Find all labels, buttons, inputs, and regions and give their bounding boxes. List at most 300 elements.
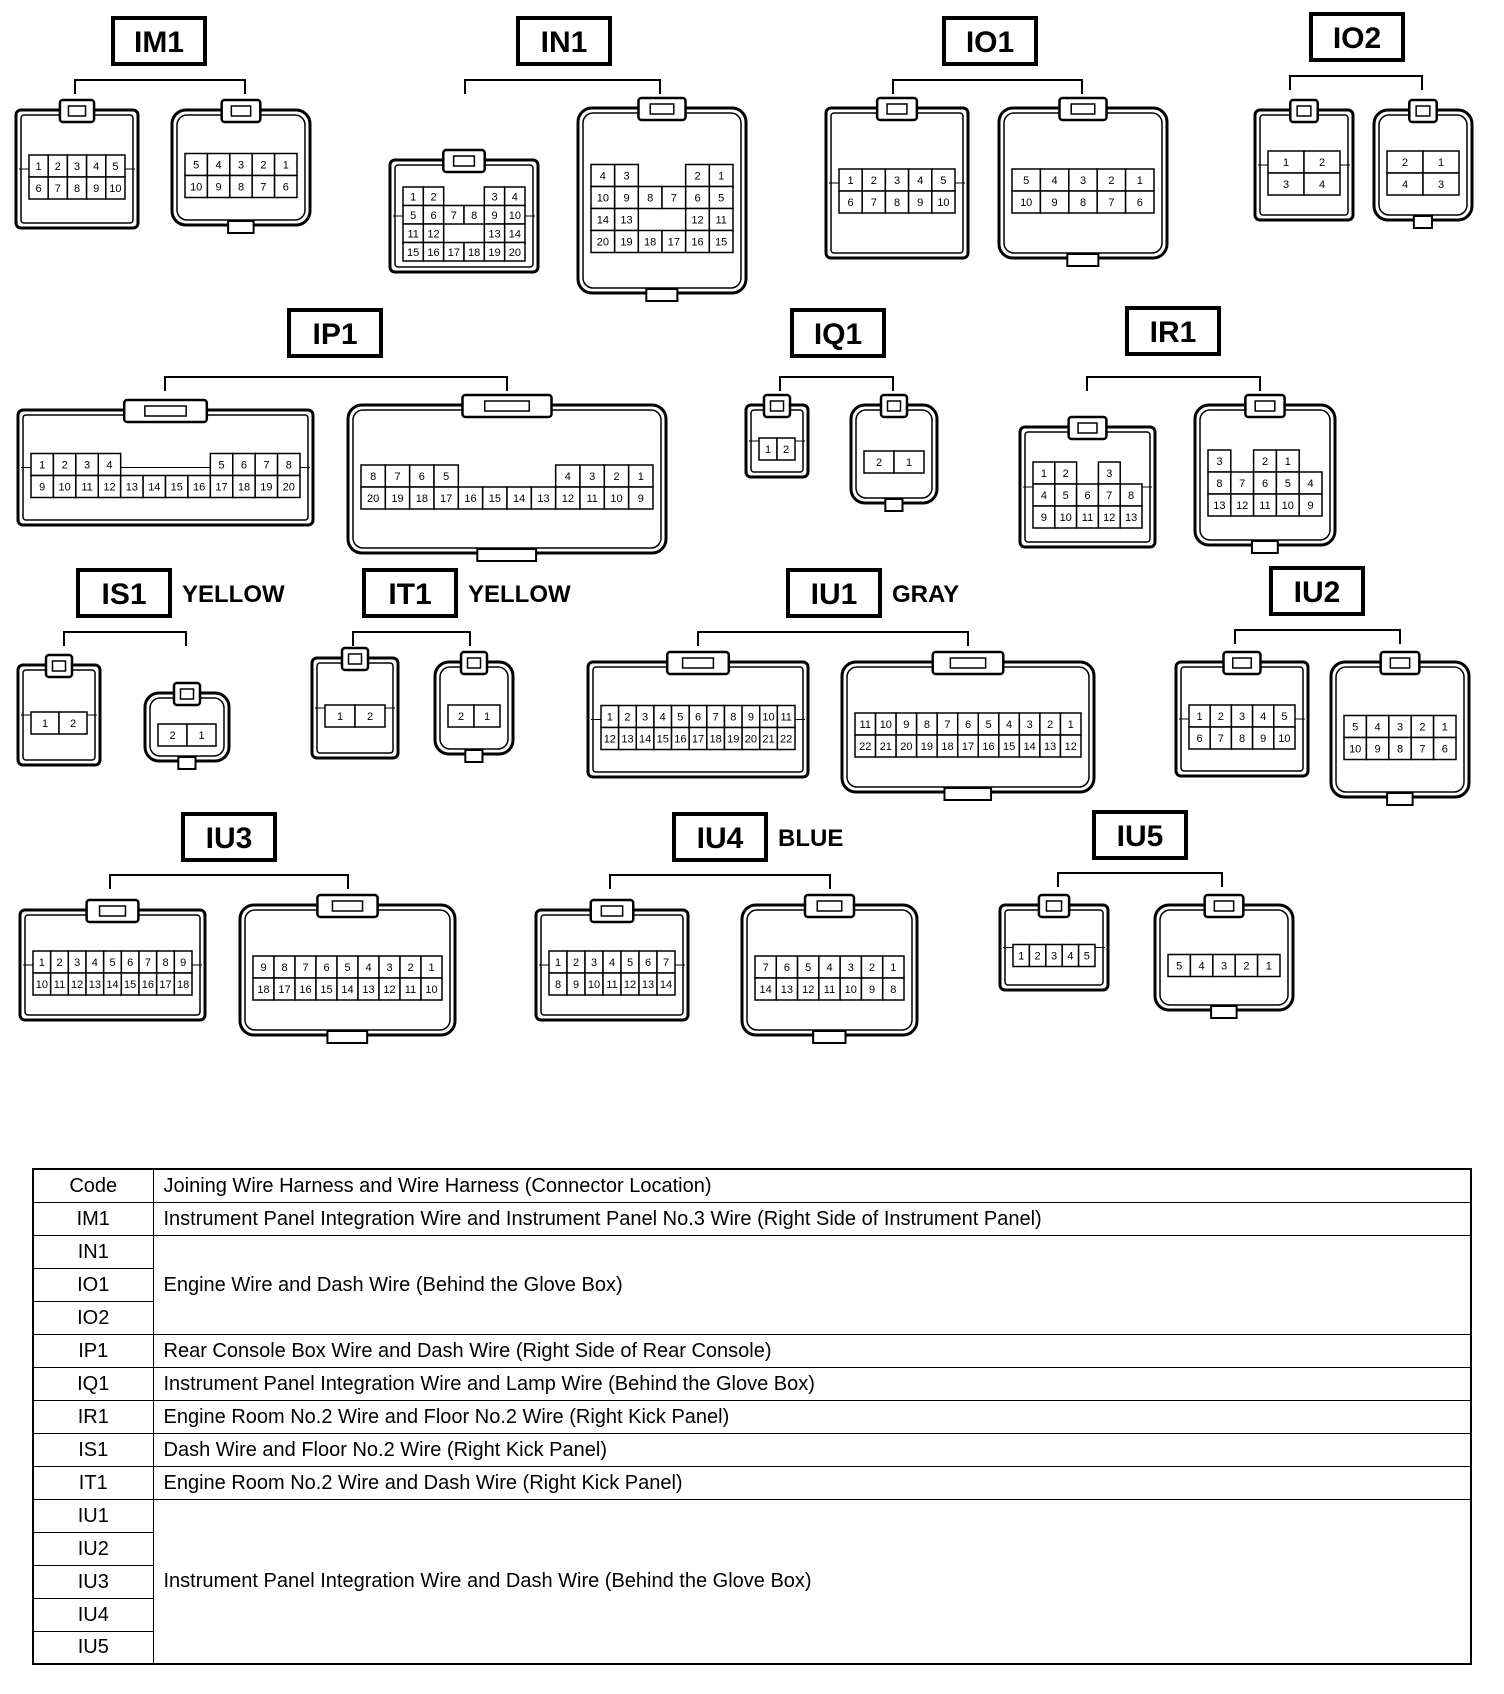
pin-number: 1 [410,191,417,204]
connector-pair-bracket [1235,630,1400,644]
pin-number: 2 [1318,157,1326,169]
pin-number: 5 [1281,711,1288,723]
pin-number: 4 [564,471,571,483]
pin-number: 12 [427,228,440,241]
connector-code: IU3 [205,822,253,855]
pin-number: 1 [554,957,562,969]
pin-number: 5 [805,962,812,974]
pin-number: 4 [1067,950,1074,963]
pin-number: 3 [83,459,91,472]
connector-iu1-male [588,652,808,777]
pin-number: 7 [670,192,677,205]
pin-number: 7 [450,209,457,222]
pin-number: 6 [1084,490,1091,502]
pin-number: 6 [430,209,437,222]
pin-number: 10 [425,984,438,996]
pin-number: 16 [427,246,440,259]
pin-number: 11 [53,979,66,991]
pin-number: 9 [1040,512,1047,524]
pin-number: 8 [1238,733,1246,745]
connector-io1-male [826,98,968,258]
pin-number: 6 [127,957,134,969]
connector-label-iu4 [674,814,843,860]
pin-number: 10 [762,711,775,724]
connector-iu3-male [20,900,205,1020]
pin-number: 12 [802,984,815,996]
pin-number: 11 [823,984,836,996]
pin-number: 17 [278,984,291,996]
pin-number: 16 [691,236,704,249]
pin-number: 15 [170,481,183,494]
pin-number: 6 [323,962,330,974]
pin-number: 5 [626,957,634,969]
pin-number: 2 [782,444,790,456]
pin-number: 8 [1079,197,1087,209]
pin-number: 11 [407,228,419,241]
pin-number: 2 [56,957,63,969]
pin-number: 3 [1220,960,1228,973]
pin-number: 3 [237,159,245,172]
pin-number: 18 [237,481,251,494]
pin-number: 4 [917,175,924,187]
pin-number: 18 [415,493,428,505]
pin-number: 22 [859,741,872,753]
pin-number: 2 [1261,456,1269,468]
connector-label-ip1 [289,310,381,356]
connector-is1-female [145,683,229,769]
pin-number: 4 [1401,179,1409,191]
pin-number: 1 [718,170,725,183]
pin-number: 9 [1374,743,1381,756]
pin-number: 4 [1051,175,1058,187]
pin-number: 12 [1103,512,1116,524]
pin-number: 7 [144,957,151,969]
pin-number: 8 [237,181,245,194]
connector-code: IM1 [133,26,185,59]
pin-number: 3 [642,711,649,724]
connector-iq1-female [851,395,937,511]
connector-im1-male [16,100,138,228]
pin-number: 18 [709,733,722,746]
connector-pair-bracket [110,875,348,889]
pin-number: 11 [715,214,727,227]
pin-number: 3 [1079,175,1087,187]
connector-iu5-male [1000,895,1108,990]
pin-number: 5 [1352,721,1359,734]
pin-number: 3 [74,957,81,969]
pin-number: 3 [623,170,630,183]
pin-number: 4 [659,711,666,724]
pin-number: 17 [667,236,680,249]
pin-number: 12 [561,493,574,505]
pin-number: 8 [370,471,377,483]
pin-number: 9 [1307,500,1314,512]
row-code: IS1 [33,1433,153,1466]
pin-number: 21 [879,741,892,753]
pin-number: 13 [1124,512,1138,524]
pin-number: 2 [1419,721,1426,734]
connector-im1-female [172,100,310,233]
pin-number: 10 [596,192,609,205]
table-row [33,1235,1471,1268]
pin-number: 14 [341,984,354,996]
pin-number: 12 [691,214,704,227]
pin-number: 10 [508,209,521,222]
connector-ip1-male [18,400,313,525]
pin-number: 6 [964,719,972,731]
pin-number: 7 [870,197,877,209]
pin-number: 13 [1213,500,1226,512]
pin-number: 7 [302,962,309,974]
pin-number: 11 [606,979,618,991]
pin-number: 6 [282,181,289,194]
pin-number: 8 [730,711,737,724]
pin-number: 1 [483,711,491,723]
connector-code: IU1 [810,578,858,611]
pin-number: 1 [847,175,854,187]
pin-number: 4 [1006,719,1013,731]
pin-number: 5 [443,471,450,483]
pin-number: 10 [1349,743,1362,756]
pin-number: 4 [511,191,518,204]
pin-number: 13 [621,733,634,746]
row-description: Rear Console Box Wire and Dash Wire (Right Side of Rear Console) [153,1334,1471,1367]
pin-number: 9 [215,181,222,194]
row-description: Engine Room No.2 Wire and Dash Wire (Right Kick Panel) [153,1466,1471,1499]
pin-number: 5 [1062,490,1069,502]
pin-number: 19 [727,733,740,746]
pin-number: 8 [893,197,901,209]
pin-number: 1 [428,962,435,974]
pin-number: 14 [596,214,609,227]
pin-number: 2 [613,471,620,483]
pin-number: 20 [900,741,913,753]
pin-number: 11 [1259,500,1271,512]
pin-number: 7 [1239,478,1246,490]
connector-pair-bracket [465,80,660,94]
pin-number: 2 [69,718,77,730]
pin-number: 10 [844,984,857,996]
pin-number: 11 [859,719,871,731]
connector-label-is1 [78,570,285,616]
pin-number: 10 [190,181,203,194]
pin-number: 10 [1059,512,1072,524]
pin-number: 4 [106,459,113,472]
connector-in1-male [390,150,538,272]
pin-number: 1 [38,957,45,969]
pin-number: 2 [1217,711,1224,723]
pin-number: 7 [662,957,670,969]
connector-label-iu2 [1271,568,1363,614]
row-code: IU5 [33,1631,153,1664]
pin-number: 14 [148,481,161,494]
pin-number: 8 [281,962,288,974]
pin-number: 21 [762,733,775,746]
row-description: Instrument Panel Integration Wire and Dash Wire (Behind the Glove Box) [153,1499,1471,1664]
pin-number: 15 [124,979,137,991]
pin-number: 5 [677,711,684,724]
pin-number: 4 [91,957,98,969]
pin-number: 2 [1243,960,1250,973]
pin-number: 2 [869,962,876,974]
connector-iu3-female [240,895,455,1043]
connector-pair-bracket [1058,873,1222,887]
pin-number: 3 [1396,721,1404,734]
row-code: IU3 [33,1565,153,1598]
pin-number: 20 [282,481,295,494]
pin-number: 2 [169,730,176,742]
pin-number: 9 [637,493,644,505]
pin-number: 4 [215,159,222,172]
pin-number: 6 [783,962,790,974]
pin-number: 15 [320,984,333,996]
pin-number: 12 [1236,500,1249,512]
pin-number: 2 [61,459,68,472]
pin-number: 1 [1265,960,1272,973]
pin-number: 5 [109,957,116,969]
connector-code: IR1 [1149,316,1197,349]
pin-number: 9 [747,711,754,724]
pin-number: 2 [694,170,701,183]
pin-number: 12 [383,984,396,996]
pin-number: 9 [491,209,498,222]
connector-color: BLUE [778,825,844,852]
pin-number: 3 [1050,950,1058,963]
table-header-row [33,1169,1471,1202]
pin-number: 19 [920,741,934,753]
pin-number: 16 [299,984,312,996]
pin-number: 5 [112,161,119,173]
pin-number: 1 [1136,175,1143,187]
header-description: Joining Wire Harness and Wire Harness (Connector Location) [153,1169,1471,1202]
pin-number: 5 [985,719,992,731]
pin-number: 2 [260,159,267,172]
pin-number: 6 [1441,743,1448,756]
pin-number: 8 [923,719,930,731]
pin-number: 18 [644,236,657,249]
table-row [33,1367,1471,1400]
pin-number: 5 [410,209,417,222]
connector-iu5-female [1155,895,1293,1018]
connector-pair-bracket [610,875,830,889]
row-code: IU4 [33,1598,153,1631]
pin-number: 17 [961,741,975,753]
pin-number: 7 [1108,197,1115,209]
connector-pair-bracket [64,632,186,646]
pin-number: 13 [488,228,501,241]
row-code: IM1 [33,1202,153,1235]
pin-number: 6 [240,459,248,472]
pin-number: 10 [937,197,950,209]
pin-number: 16 [141,979,154,991]
row-description: Instrument Panel Integration Wire and Instrument Panel No.3 Wire (Right Side of Instrument Panel) [153,1202,1471,1235]
pin-number: 9 [260,962,267,974]
pin-number: 9 [572,979,580,991]
connector-code: IO1 [965,26,1015,59]
pin-number: 19 [391,493,404,505]
pin-number: 2 [407,962,414,974]
connector-in1-female [578,98,746,301]
connector-pair-bracket [780,377,893,391]
connector-code: IU4 [696,822,744,855]
row-code: IO1 [33,1268,153,1301]
pin-number: 14 [1023,741,1036,753]
pin-number: 10 [109,183,122,195]
pin-number: 14 [659,979,673,991]
pin-number: 3 [73,161,81,173]
pin-number: 4 [1040,490,1047,502]
row-code: IQ1 [33,1367,153,1400]
pin-number: 10 [1020,197,1033,209]
pin-number: 2 [457,711,465,723]
pin-number: 14 [508,228,521,241]
connector-code: IO2 [1332,22,1382,55]
pin-number: 3 [1026,719,1033,731]
pin-number: 3 [1216,456,1223,468]
connector-color: YELLOW [468,581,571,608]
pin-number: 3 [1282,179,1290,191]
connector-code: IS1 [101,578,147,611]
pin-number: 5 [344,962,351,974]
pin-number: 5 [193,159,200,172]
row-description: Dash Wire and Floor No.2 Wire (Right Kick Panel) [153,1433,1471,1466]
connector-label-it1 [364,570,571,616]
pin-number: 5 [218,459,225,472]
pin-number: 13 [537,493,550,505]
pin-number: 17 [440,493,453,505]
pin-number: 13 [1044,741,1057,753]
pin-number: 10 [35,979,48,991]
pin-number: 3 [386,962,393,974]
pin-number: 16 [982,741,995,753]
pin-number: 20 [596,236,609,249]
pin-number: 6 [1196,733,1203,745]
pin-number: 4 [826,962,833,974]
pin-number: 16 [464,493,477,505]
pin-number: 4 [1374,721,1381,734]
connector-ir1-female [1195,395,1335,553]
pin-number: 5 [940,175,947,187]
pin-number: 4 [599,170,606,183]
pin-number: 1 [1441,721,1448,734]
pin-number: 10 [610,493,623,505]
pin-number: 1 [1437,157,1445,169]
pin-number: 1 [282,159,289,172]
table-row [33,1433,1471,1466]
pin-number: 7 [1106,490,1113,502]
row-code: IP1 [33,1334,153,1367]
pin-number: 3 [1437,179,1445,191]
row-code: IN1 [33,1235,153,1268]
pin-number: 8 [1396,743,1404,756]
pin-number: 1 [1018,950,1025,963]
pin-number: 13 [620,214,633,227]
connector-code: IN1 [540,26,588,59]
pin-number: 2 [875,457,883,469]
pin-number: 7 [394,471,401,483]
table-row [33,1334,1471,1367]
connector-color: YELLOW [182,581,285,608]
pin-number: 19 [260,481,273,494]
connector-code: IT1 [388,578,432,611]
pin-number: 13 [780,984,794,996]
pin-number: 18 [177,979,190,991]
pin-number: 3 [590,957,598,969]
pin-number: 5 [1023,175,1030,187]
pin-number: 22 [780,733,793,746]
connector-color: GRAY [892,581,960,608]
pin-number: 2 [624,711,631,724]
pin-number: 14 [638,733,652,746]
connector-iu2-female [1331,652,1469,805]
pin-number: 1 [637,471,644,483]
pin-number: 19 [488,246,501,259]
pin-number: 3 [1106,468,1113,480]
connector-io2-male [1255,100,1353,220]
connector-location-table [32,1168,1472,1665]
pin-number: 20 [744,733,758,746]
pin-number: 15 [407,246,420,259]
pin-number: 11 [1081,512,1094,524]
pin-number: 15 [488,493,501,505]
pin-number: 16 [193,481,206,494]
pin-number: 17 [447,246,460,259]
pin-number: 1 [35,161,42,173]
pin-number: 18 [941,741,954,753]
pin-number: 4 [1198,960,1205,973]
connector-iu2-male [1176,652,1308,776]
pin-number: 1 [39,459,46,472]
connector-io1-female [999,98,1167,266]
pin-number: 7 [1217,733,1224,745]
pin-number: 6 [1261,478,1269,490]
pin-number: 2 [430,191,437,204]
connector-label-io1 [944,18,1036,64]
pin-number: 12 [623,979,637,991]
pin-number: 7 [762,962,769,974]
pin-number: 5 [718,192,725,205]
connector-pair-bracket [75,80,245,94]
connector-pair-bracket [1290,76,1422,90]
pin-number: 15 [656,733,669,746]
pin-number: 2 [1401,157,1409,169]
row-code: IT1 [33,1466,153,1499]
pin-number: 17 [691,733,705,746]
connector-label-iu1 [788,570,959,616]
pin-number: 8 [647,192,654,205]
row-description: Engine Room No.2 Wire and Floor No.2 Wire (Right Kick Panel) [153,1400,1471,1433]
pin-number: 12 [71,979,84,991]
pin-number: 12 [603,733,616,746]
pin-number: 2 [366,711,374,723]
pin-number: 11 [81,481,93,494]
pin-number: 7 [54,183,61,195]
row-code: IO2 [33,1301,153,1334]
connector-label-io2 [1311,14,1403,60]
connector-label-iq1 [792,310,884,356]
connector-label-in1 [518,18,610,64]
pin-number: 4 [1307,478,1314,490]
pin-number: 10 [879,719,892,731]
connector-code: IU2 [1293,576,1341,609]
pin-number: 18 [468,246,481,259]
connector-ir1-male [1020,417,1155,547]
pin-number: 17 [159,979,172,991]
pin-number: 17 [215,481,228,494]
pin-number: 7 [260,181,267,194]
connector-iq1-male [746,395,808,477]
connector-pair-bracket [353,632,470,646]
